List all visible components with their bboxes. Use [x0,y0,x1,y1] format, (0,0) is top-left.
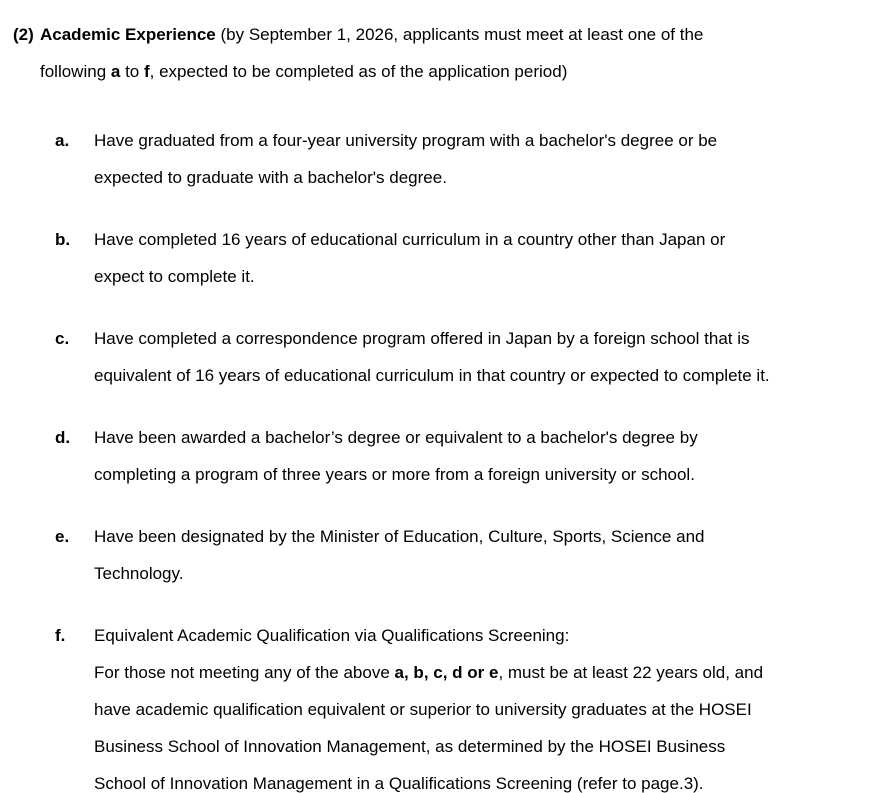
text-line [94,765,873,793]
text-line [94,654,873,691]
text-line [94,728,873,765]
item-text-c [94,320,873,394]
text-line [94,691,873,728]
text-run: Have been awarded a bachelor’s degree or equivalent to a bachelor's degree by [94,428,698,447]
item-text-b [94,221,873,295]
item-label-c: c. [55,329,70,348]
section-header [0,16,881,90]
item-label-a: a. [55,131,70,150]
text-run: (by September 1, 2026, applicants must meet at least one of the [215,25,704,44]
text-line [40,53,855,90]
text-run: School of Innovation Management in a Qualifications Screening (refer to page.3). [94,774,704,793]
text-line [94,122,873,159]
list-item-a [0,122,881,196]
section-number: (2) [13,25,34,44]
list-item-e [0,518,881,592]
text-line [94,518,873,555]
text-line [94,159,873,196]
text-run: following [40,62,111,81]
text-run: Have been designated by the Minister of Education, Culture, Sports, Science and [94,527,705,546]
text-line [94,617,873,654]
list-item-f [0,617,881,793]
text-run: expected to graduate with a bachelor's degree. [94,168,447,187]
text-run: , must be at least 22 years old, and [498,663,764,682]
text-line [94,456,873,493]
text-run: Business School of Innovation Management, as determined by the HOSEI Business [94,737,726,756]
item-text-e [94,518,873,592]
text-run: Have completed a correspondence program offered in Japan by a foreign school that is [94,329,750,348]
text-run: to [120,62,144,81]
item-text-a [94,122,873,196]
text-run: equivalent of 16 years of educational curriculum in that country or expected to complete it. [94,366,770,385]
text-line [94,221,873,258]
text-run: Have graduated from a four-year university program with a bachelor's degree or be [94,131,718,150]
text-run: Have completed 16 years of educational curriculum in a country other than Japan or [94,230,726,249]
item-text-d [94,419,873,493]
item-text-f [94,617,873,793]
section-intro [40,16,855,90]
list-item-d [0,419,881,493]
text-run: Academic Experience [40,25,216,44]
item-label-d: d. [55,428,71,447]
text-line [94,555,873,592]
text-line [40,16,855,53]
list-item-b [0,221,881,295]
item-label-e: e. [55,527,70,546]
text-line [94,357,873,394]
text-run: f [143,62,150,81]
text-line [94,258,873,295]
text-run: completing a program of three years or more from a foreign university or school. [94,465,695,484]
item-label-b: b. [55,230,71,249]
text-run: have academic qualification equivalent or superior to university graduates at the HOSEI [94,700,752,719]
list-item-c [0,320,881,394]
item-label-f: f. [55,626,66,645]
text-line [94,419,873,456]
text-run: , expected to be completed as of the application period) [149,62,568,81]
text-line [94,320,873,357]
text-run: a, b, c, d or e [394,663,499,682]
text-run: a [110,62,121,81]
text-run: For those not meeting any of the above [94,663,395,682]
text-run: Technology. [94,564,184,583]
text-run: Equivalent Academic Qualification via Qualifications Screening: [94,626,570,645]
text-run: expect to complete it. [94,267,255,286]
